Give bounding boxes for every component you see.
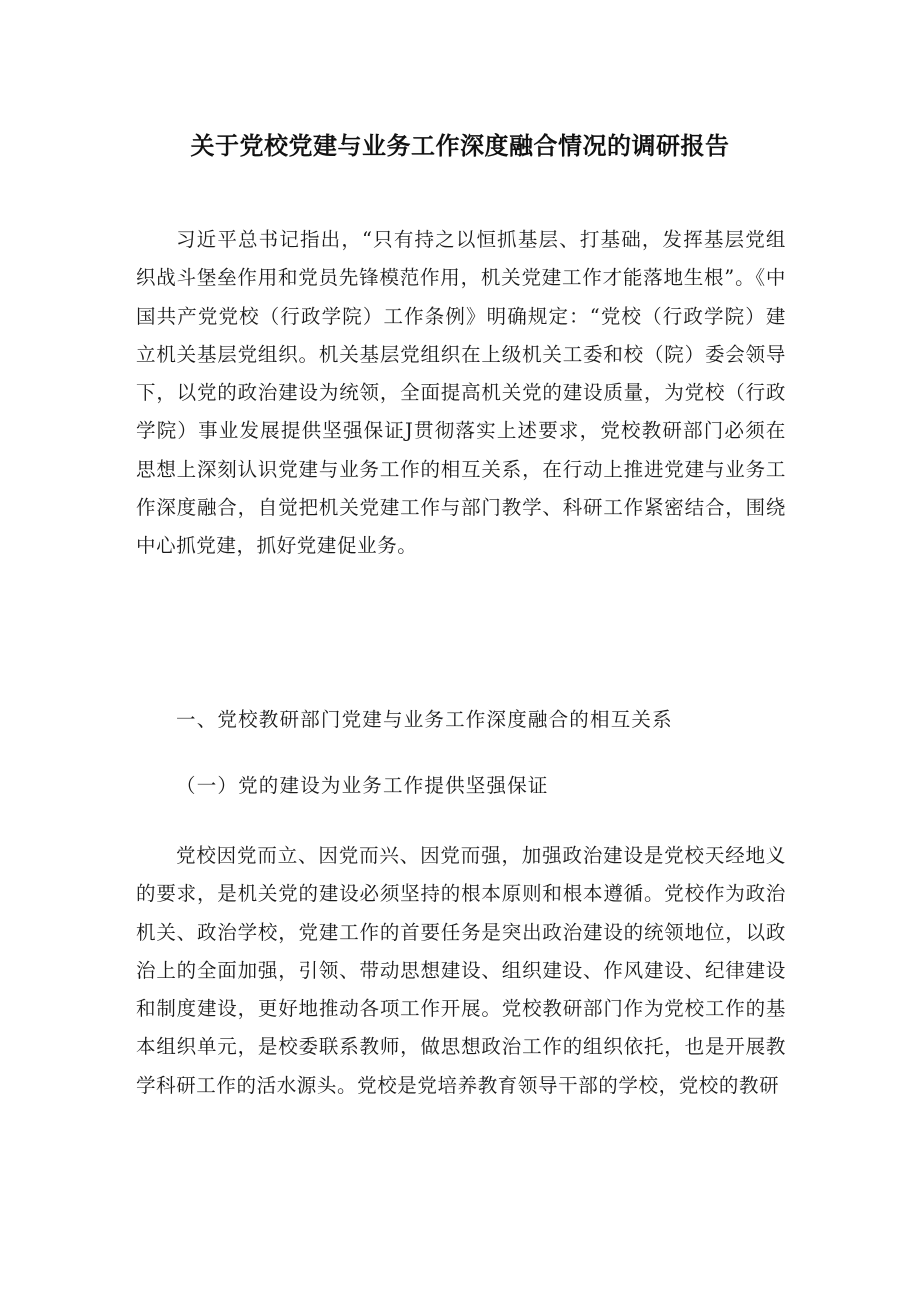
document-title: 关于党校党建与业务工作深度融合情况的调研报告 [190,132,730,161]
section-heading-1: 一、党校教研部门党建与业务工作深度融合的相互关系 [176,708,673,731]
subsection-paragraph-1: 党校因党而立、因党而兴、因党而强，加强政治建设是党校天经地义的要求，是机关党的建设必须坚持的根本原则和根本遵循。党校作为政治机关、政治学校，党建工作的首要任务是突出政治建设的统领地位，以政治上的全面加强，引领、带动思想建设、组织建设、作风建设、纪律建设和制度建设，更好地推动各项工作开展。党校教研部门作为党校工作的基本组织单元，是校委联系教师，做思想政治工作的组织依托，也是开展教学科研工作的活水源头。党校是党培养教育领导干部的学校，党校的教研 [136,844,786,1097]
subsection-heading-1: （一）党的建设为业务工作提供坚强保证 [176,774,549,797]
intro-paragraph: 习近平总书记指出，“只有持之以恒抓基层、打基础，发挥基层党组织战斗堡垒作用和党员先锋模范作用，机关党建工作才能落地生根”。《中国共产党党校（行政学院）工作条例》明确规定：“党校（行政学院）建立机关基层党组织。机关基层党组织在上级机关工委和校（院）委会领导下，以党的政治建设为统领，全面提高机关党的建设质量，为党校（行政学院）事业发展提供坚强保证J贯彻落实上述要求，党校教研部门必须在思想上深刻认识党建与业务工作的相互关系，在行动上推进党建与业务工作深度融合，自觉把机关党建工作与部门教学、科研工作紧密结合，围绕中心抓党建，抓好党建促业务。 [136,228,786,558]
